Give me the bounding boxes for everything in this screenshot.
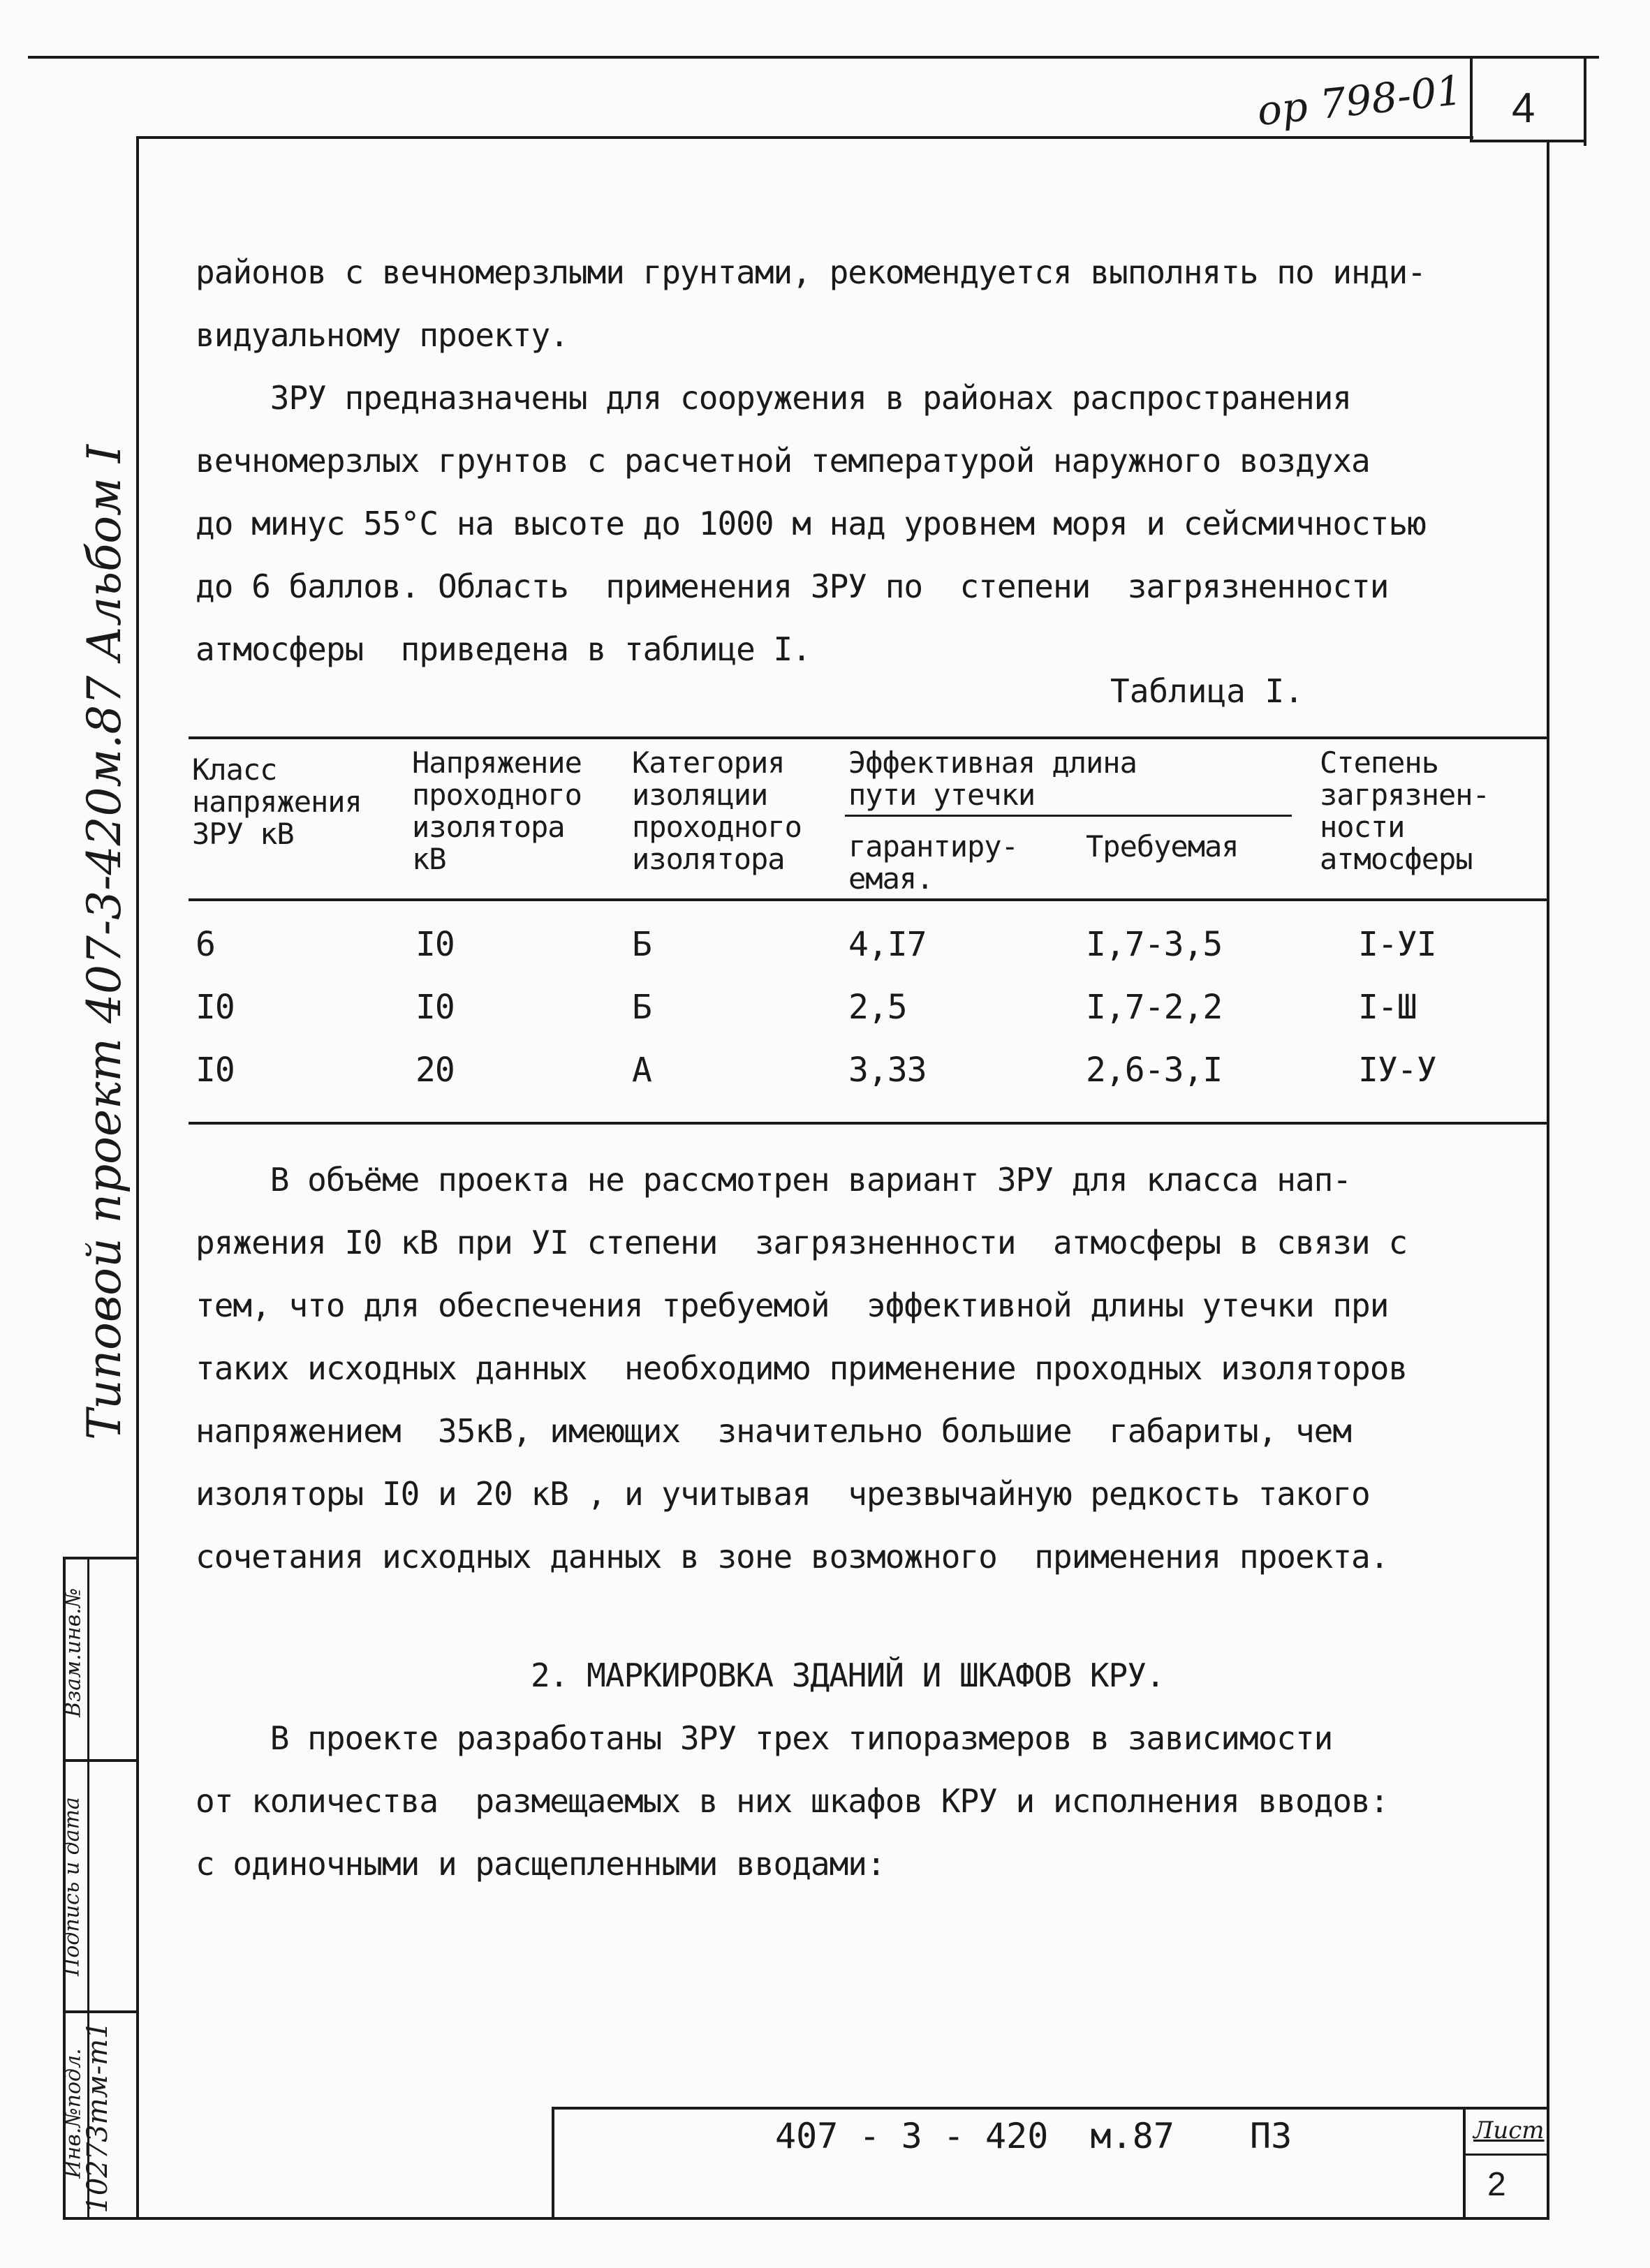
table-top-rule xyxy=(189,736,1547,739)
paragraph-2-line: до 6 баллов. Область применения ЗРУ по степени загрязненности xyxy=(196,568,1389,605)
paragraph-3-line: изоляторы I0 и 20 кВ , и учитывая чрезвычайную редкость такого xyxy=(196,1475,1370,1513)
stamp-row-2 xyxy=(63,2010,139,2013)
paragraph-2-line: до минус 55°С на высоте до 1000 м над уровнем моря и сейсмичностью xyxy=(196,505,1426,542)
table-cell: I,7-2,2 xyxy=(1086,988,1223,1027)
header-insulation-category: Категория изоляции проходного изолятора xyxy=(632,746,802,876)
header-code: ор 798-01 xyxy=(1255,66,1465,135)
table-cell: I0 xyxy=(415,925,455,964)
table-cell: I-Ш xyxy=(1358,988,1417,1027)
section-heading: 2. МАРКИРОВКА ЗДАНИЙ И ШКАФОВ КРУ. xyxy=(531,1656,1165,1694)
table-cell: I0 xyxy=(196,1051,235,1090)
table-leakage-subrule xyxy=(845,815,1292,817)
header-voltage-class: Класс напряжения ЗРУ кВ xyxy=(192,753,362,851)
title-block-left xyxy=(552,2107,554,2220)
table-cell: 20 xyxy=(415,1051,455,1090)
table-cell: А xyxy=(632,1051,651,1090)
table-cell: I-УI xyxy=(1358,925,1436,964)
header-insulator-voltage: Напряжение проходного изолятора кВ xyxy=(412,746,582,876)
paragraph-3-line: сочетания исходных данных в зоне возможного применения проекта. xyxy=(196,1538,1389,1576)
table-cell: Б xyxy=(632,925,651,964)
title-block-designation: 407 - 3 - 420 м.87 xyxy=(775,2116,1174,2156)
frame-left xyxy=(136,136,139,2220)
table-cell: 6 xyxy=(196,925,215,964)
table-cell: 2,5 xyxy=(848,988,907,1027)
album-title-vertical: Типовой проект 407-3-420м.87 Альбом I xyxy=(78,445,131,1440)
paragraph-4-line: от количества размещаемых в них шкафов КРУ и исполнения вводов: xyxy=(196,1782,1389,1820)
title-block-top xyxy=(552,2107,1547,2110)
frame-top xyxy=(136,136,1473,139)
header-pollution-degree: Степень загрязнен- ности атмосферы xyxy=(1320,746,1489,876)
paragraph-4-line: В проекте разработаны ЗРУ трех типоразмеров в зависимости xyxy=(196,1719,1333,1757)
page-box-right xyxy=(1584,59,1586,146)
page-box-left xyxy=(1470,59,1473,142)
page-box-bottom xyxy=(1470,140,1586,142)
paragraph-2-line: вечномерзлых грунтов с расчетной температурой наружного воздуха xyxy=(196,442,1370,480)
table-cell: 2,6-3,I xyxy=(1086,1051,1223,1090)
frame-bottom xyxy=(63,2217,1549,2220)
table-cell: IУ-У xyxy=(1358,1051,1436,1090)
table-bottom-rule xyxy=(189,1122,1547,1125)
paragraph-1-line: видуальному проекту. xyxy=(196,316,568,354)
stamp-row-1 xyxy=(63,1759,139,1762)
paragraph-2-line: ЗРУ предназначены для сооружения в районах распространения xyxy=(196,379,1352,417)
table-caption: Таблица I. xyxy=(1110,672,1304,710)
paragraph-3-line: В объёме проекта не рассмотрен вариант ЗРУ для класса нап- xyxy=(196,1161,1352,1199)
paragraph-1-line: районов с вечномерзлыми грунтами, рекомендуется выполнять по инди- xyxy=(196,253,1426,291)
paragraph-3-line: напряжением 35кВ, имеющих значительно большие габариты, чем xyxy=(196,1412,1352,1450)
paragraph-2-line: атмосферы приведена в таблице I. xyxy=(196,630,811,668)
table-cell: 3,33 xyxy=(848,1051,927,1090)
header-required: Требуемая xyxy=(1086,829,1239,864)
table-cell: I,7-3,5 xyxy=(1086,925,1223,964)
title-block-sheet-label: Лист xyxy=(1473,2117,1545,2144)
header-guaranteed: гарантиру- емая. xyxy=(848,829,1018,896)
table-header-rule xyxy=(189,898,1547,901)
table-cell: I0 xyxy=(415,988,455,1027)
frame-right xyxy=(1547,140,1549,2220)
table-cell: I0 xyxy=(196,988,235,1027)
stamp-signature-date: Подпись и дата xyxy=(59,1797,84,1976)
top-rule xyxy=(28,56,1599,59)
title-block-sheet-divider xyxy=(1463,2107,1466,2220)
page-number: 4 xyxy=(1512,84,1535,131)
paragraph-3-line: таких исходных данных необходимо применение проходных изоляторов xyxy=(196,1349,1408,1387)
table-cell: 4,I7 xyxy=(848,925,927,964)
stamp-inv-value: 10273тм-т1 xyxy=(82,2021,114,2214)
title-block-sheet-rule xyxy=(1463,2154,1547,2156)
paragraph-3-line: тем, что для обеспечения требуемой эффективной длины утечки при xyxy=(196,1287,1389,1324)
paragraph-4-line: с одиночными и расщепленными вводами: xyxy=(196,1845,885,1883)
header-leakage-path: Эффективная длина пути утечки xyxy=(848,746,1137,812)
paragraph-3-line: ряжения I0 кВ при УI степени загрязненности атмосферы в связи с xyxy=(196,1224,1408,1261)
table-cell: Б xyxy=(632,988,651,1027)
title-block-sheet-number: 2 xyxy=(1487,2166,1506,2203)
title-block-code: ПЗ xyxy=(1250,2116,1292,2156)
stamp-inv-substitute: Взам.инв.№ xyxy=(61,1587,86,1718)
stamp-inv-original: Инв.№подл. xyxy=(61,2048,86,2179)
